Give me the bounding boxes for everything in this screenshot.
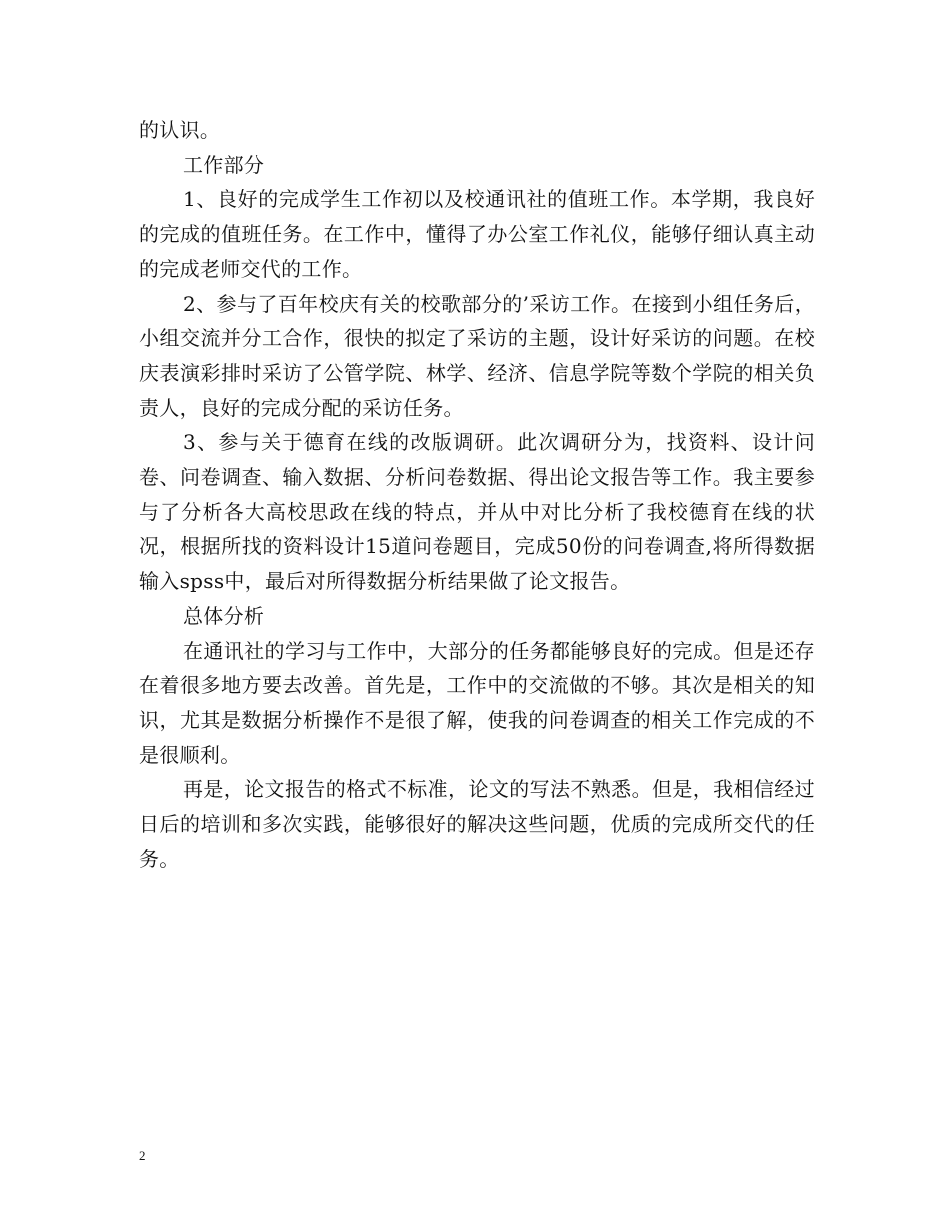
paragraph-summary-1: 在通讯社的学习与工作中，大部分的任务都能够良好的完成。但是还存在着很多地方要去改善。首先是，工作中的交流做的不够。其次是相关的知识，尤其是数据分析操作不是很了解，使我的问卷调查的相关工作完成的不是很顺利。	[139, 638, 815, 767]
paragraph-summary-2: 再是，论文报告的格式不标准，论文的写法不熟悉。但是，我相信经过日后的培训和多次实践，能够很好的解决这些问题，优质的完成所交代的任务。	[139, 777, 815, 871]
paragraph-continuation: 的认识。	[139, 118, 221, 142]
section-heading-work: 工作部分	[183, 152, 265, 177]
paragraph-item-2: 2、参与了百年校庆有关的校歌部分的’采访工作。在接到小组任务后，小组交流并分工合作，很快的拟定了采访的主题，设计好采访的问题。在校庆表演彩排时采访了公管学院、林学、经济、信息学院等数个学院的相关负责人，良好的完成分配的采访任务。	[139, 291, 815, 420]
page-number: 2	[139, 1148, 146, 1163]
paragraph-item-1: 1、良好的完成学生工作初以及校通讯社的值班工作。本学期，我良好的完成的值班任务。在工作中，懂得了办公室工作礼仪，能够仔细认真主动的完成老师交代的工作。	[139, 187, 815, 281]
section-heading-summary: 总体分析	[183, 603, 265, 628]
paragraph-item-3: 3、参与关于德育在线的改版调研。此次调研分为，找资料、设计问卷、问卷调查、输入数据、分析问卷数据、得出论文报告等工作。我主要参与了分析各大高校思政在线的特点，并从中对比分析了我校德育在线的状况，根据所找的资料设计15道问卷题目，完成50份的问卷调查,将所得数据输入spss中，最后对所得数据分析结果做了论文报告。	[139, 430, 815, 594]
body-text	[139, 113, 815, 876]
